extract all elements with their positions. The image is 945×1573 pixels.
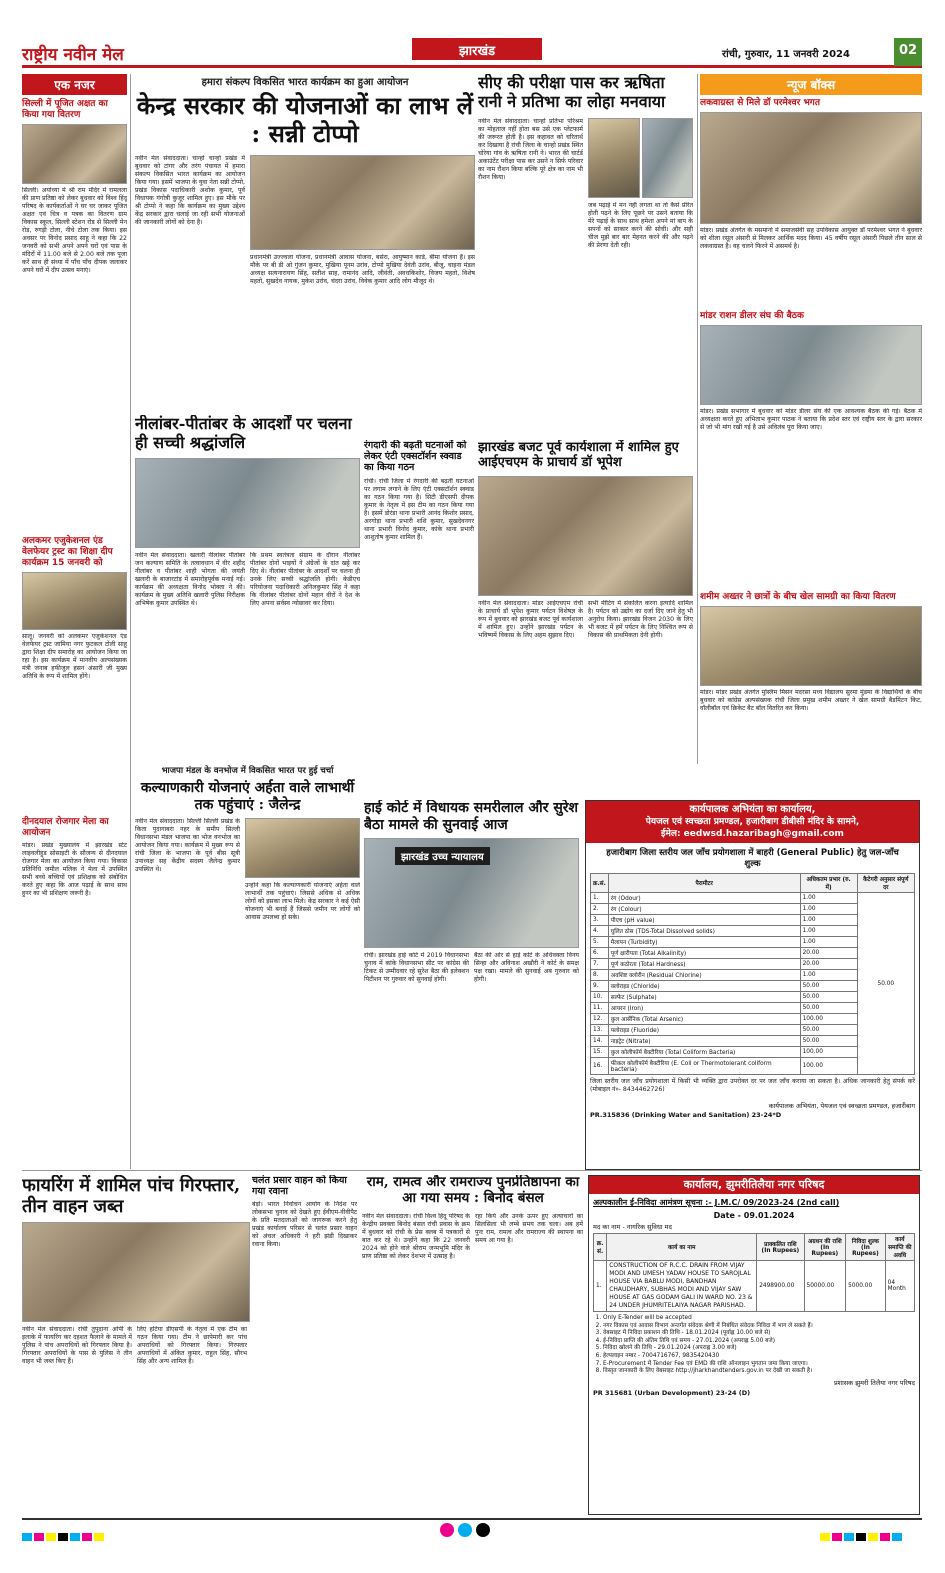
notice2-row-emd: 50000.00 — [804, 1261, 846, 1312]
list-item: 7. E-Procurement में Tender Fee एवं EMD की राशि ऑनलाइन भुगतान जमा किया जाएगा। — [603, 1361, 915, 1369]
notice2-row-sl: 1. — [594, 1261, 607, 1312]
notice1-pr-number: PR.315836 (Drinking Water and Sanitation) 23-24*D — [590, 1111, 782, 1119]
item1-photo — [22, 124, 127, 184]
notice1-cell-param: कुल कोलीफॉर्म बैक्टीरिया (Total Coliform Bacteria) — [608, 1047, 800, 1058]
notice1-cell-sl: 11. — [591, 1003, 609, 1014]
notice1-cell-param: अवशिष्ट क्लोरीन (Residual Chlorine) — [608, 970, 800, 981]
notice2-row-work: CONSTRUCTION OF R.C.C. DRAIN FROM VIJAY MODI AND UMESH YADAV HOUSE TO SAROJLAL HOUSE VIA BABLU MODI, BANDHAN CHAUDHARY, SUBHAS MODI AND VIJAY SAW HOUSE AT GAS GODAM GALI IN WARD NO. 23 & 24 UNDER JHUMRITELAIYA NAGAR PARISHAD. — [607, 1261, 757, 1312]
notice1-cell-sl: 9. — [591, 981, 609, 992]
notice1-cell-fee: 100.00 — [800, 1047, 857, 1058]
story10-body2: रहा किये और उनके ऊपर हुए अत्याचारों का सिलसिला भी लम्बे समय तक चला। अब हमें पुनः राम, रामत्व और रामराज्य की स्थापना का समय आ गया है। — [475, 1212, 583, 1244]
notice2-signatory: प्रशासक झुमरी तिलैया नगर परिषद — [833, 1378, 915, 1387]
notice1-cell-sl: 8. — [591, 970, 609, 981]
notice2-intro: मद का नाम - नागरिक सुविधा मद — [593, 1223, 672, 1231]
list-item: 1. Only E-Tender will be accepted — [603, 1315, 915, 1323]
table-row — [594, 1261, 915, 1312]
court-sign: झारखंड उच्च न्यायालय — [395, 847, 490, 865]
notice1-cell-sl: 1. — [591, 893, 609, 904]
list-item: 6. हेल्पलाइन नम्बर - 7004716767, 9835420430 — [603, 1353, 915, 1361]
story6-kicker: भाजपा मंडल के वनभोज में विकसित भारत पर हुई चर्चा — [161, 766, 334, 776]
notice1-cell-fee: 50.00 — [800, 1036, 857, 1047]
story8-headline: फायरिंग में शामिल पांच गिरफ्तार, तीन वाहन जब्त — [22, 1175, 241, 1218]
notice1-cell-fee: 50.00 — [800, 1003, 857, 1014]
notice1-cell-param: मैलापन (Turbidity) — [608, 937, 800, 948]
print-color-bar-right — [820, 1526, 904, 1534]
story-high-court — [364, 800, 579, 1165]
story6-body: नवीन मेल संवाददाता। सिल्ली सिल्ली प्रखंड के किता पुदागाबरा नहर के समीप सिल्ली विधानसभा मंडल भाजपा का भोज वनभोज का आयोजन किया गया। कार्यक्रम में मुख्य रूप से रांची जिला के भाजपा के पूर्व बीस सूत्री उपाध्यक्ष सह केंद्रीय सदस्य जैलेन्द्र कुमार उपस्थित थे। — [135, 818, 240, 874]
newspaper-brand: राष्ट्रीय नवीन मेल — [22, 45, 124, 65]
story1-body: नवीन मेल संवाददाता। चान्हो चान्हो प्रखंड में बुधवार को टांगर और तरंग पंचायत में हमारा संकल्प विकसित भारत कार्यक्रम का आयोजन किया गया। इसमें भाजपा के युवा नेता सन्नी टोप्पो, प्रखंड विकास पदाधिकारी अशोक कुमार, पूर्व विधायक गंगोत्री कुजूर शामिल हुए। इस मौके पर श्री टोप्पो ने कहा कि कार्यक्रम का मुख्य उद्देश्य केंद्र सरकार द्वारा चलाई जा रही सभी योजनाओं की जानकारी लोगों को देना है। — [135, 154, 245, 226]
column-divider — [130, 74, 131, 1169]
newsbox-item3-body: मांडर। मांडर प्रखंड अंतर्गत मुस्लिम मिसन मदरसा मध्य विद्यालय सुरमा मुंडमा के विद्यार्थियों के बीच बुधवार को कांग्रेस अल्पसंख्यक रांची जिला प्रमुख शमीम अख्तर ने खेल सामग्री बैडमिंटन किट, वॉलीबॉल एवं क्रिकेट बैट बॉल वितरित कर किया। — [700, 689, 922, 712]
section-label: झारखंड — [412, 38, 542, 60]
notice1-cell-sl: 2. — [591, 904, 609, 915]
notice1-cell-fee: 50.00 — [800, 992, 857, 1003]
notice1-cell-param: फ्लोराइड (Fluoride) — [608, 1025, 800, 1036]
row-divider — [22, 1518, 922, 1520]
item1-body: सिल्ली। अयोध्या में श्री राम मंदिर में रामलला की प्राण प्रतिष्ठा को लेकर बुधवार को विश्व हिंदू परिषद के कार्यकर्ताओं ने घर घर जाकर पूजित अक्षत एवं चित्र व पत्रक का वितरण ग्राम विकास स्कूल, सिल्ली स्टेशन रोड से सिल्ली मेन रोड, रुगड़ी टोला, नीचे टोला तक किया। इस अवसर पर विनोद प्रसाद साहू ने कहा कि 22 जनवरी को सभी अपने अपने घरों एवं पास के मंदिरों में 11.00 बजे से 2.00 बजे तक पूजा करें साथ ही संध्या में पाँच पाँच दीपक जलाकर अपने घरों में दीप उत्सव मनाएं। — [22, 187, 127, 274]
newsbox-item2-body: मांडर। प्रखंड सभागार में बुधवार को मांडर डीलर संघ की एक आवश्यक बैठक की गई। बैठक में अध्यक्षता करते हुए अभिताभ कुमार पाठक ने बताया कि प्रदेश स्तर एवं राष्ट्रीय स्तर के द्वारा सरकार से जो भी मांग रखी गई है उसे अविलंब पूरा किया जाए। — [700, 408, 922, 431]
story-rishita-rani — [478, 74, 693, 434]
list-item: 8. विस्तृत जानकारी के लिए वेबसाइट http://jharkhandtenders.gov.in पर देखी जा सकती है। — [603, 1368, 915, 1376]
story4-headline: रंगदारी की बढ़ती घटनाओं को लेकर एंटी एक्सटॉर्शन स्क्वाड का किया गठन — [364, 440, 467, 474]
item3-body: मांडर। प्रखंड मुख्यालय में झारखंड स्टेट लाइवलीहुड सोसाइटी के सौजन्य से दीनदयाल रोजगार मेला का आयोजन किया गया। विकास प्रतिनिधि जमील मलिक ने मेला में उपस्थित सभी बच्चे बच्चियों एवं प्रशिक्षक को संबोधित करते हुए कहा कि आज पढ़ाई के साथ साथ हुनर का भी प्रशिक्षण जरूरी है। — [22, 842, 127, 897]
newsbox-item1-title: लकवाग्रस्त से मिले डॉ परमेश्वर भगत — [700, 98, 820, 108]
notice2-subheader: अल्पकालीन ई-निविदा आमंत्रण सूचना :- J.M.C/ 09/2023-24 (2nd call) — [593, 1198, 840, 1207]
notice2-terms-list — [589, 1312, 919, 1376]
story3-headline: नीलांबर-पीतांबर के आदर्शों पर चलना ही सच्ची श्रद्धांजलि — [135, 415, 352, 452]
notice2-col-cost: प्राक्कलित राशि (In Rupees) — [757, 1234, 804, 1261]
notice1-cell-sl: 12. — [591, 1014, 609, 1025]
list-item: 3. वेबसाइट में निविदा प्रकाशन की तिथि - 18.01.2024 (पूर्वाह्न 10.00 बजे से) — [603, 1330, 915, 1338]
story9-body: बेड़ो। भारत निर्वाचन आयोग के निर्देश पर लोकसभा चुनाव को देखते हुए ईवीएम-वीवीपैट के प्रति मतदाताओं को जागरूक करने हेतु प्रखंड कार्यालय परिसर से चलंत प्रसार वाहन को अंचल अधिकारी ने हरी झंडी दिखाकर रवाना किया। — [252, 1201, 357, 1249]
notice1-cell-param: रंग (Odour) — [608, 893, 800, 904]
notice1-footer: जिला स्तरीय जल जाँच प्रयोगशाला में किसी भी व्यक्ति द्वारा उपरोक्त दर पर जल जाँच कराया जा सकता है। अधिक जानकारी हेतु संपर्क करें (मोबाइल नं०- 8434462726) — [590, 1078, 915, 1093]
notice1-header — [586, 801, 919, 843]
notice1-cell-param: पूर्ण कठोरता (Total Hardness) — [608, 959, 800, 970]
story2-body2: जब पढ़ाई में मन नहीं लगता था तो कैसे प्रेरित होती पढ़ने के लिए पूछने पर उसने बताया कि मेरे पढ़ाई के साथ साथ हमेशा अपने मां बाप के सपनों को साकार करने की सोची। और सही चीज मुझे बार बार मेहनत करने की और पढ़ने की प्रेरणा देती रही। — [588, 201, 693, 249]
story2-photo-left — [588, 118, 640, 198]
newsbox-item1-photo — [700, 112, 922, 224]
list-item: 2. नगर विकास एवं आवास विभाग अन्तर्गत संवेदक श्रेणी में निबंधित संवेदक निविदा में भाग ले सकते हैं। — [603, 1323, 915, 1331]
notice1-cell-param: आयरन (Iron) — [608, 1003, 800, 1014]
notice1-cell-fee: 1.00 — [800, 926, 857, 937]
notice2-pr-number: PR 315681 (Urban Development) 23-24 (D) — [593, 1388, 751, 1397]
edition-date: रांची, गुरुवार, 11 जनवरी 2024 — [722, 49, 850, 60]
notice2-col-sl: क्र. सं. — [594, 1234, 607, 1261]
registration-mark — [458, 1523, 472, 1537]
page-number-badge: 02 — [894, 38, 922, 66]
notice1-cell-param: कुल आर्सेनिक (Total Arsenic) — [608, 1014, 800, 1025]
notice1-cell-sl: 10. — [591, 992, 609, 1003]
story4-body: रांची। रांची जिला में रंगदारी की बढ़ती घटनाओं पर लगाम लगाने के लिए एंटी एक्सटॉर्शन स्क्वाड का गठन किया गया है। सिटी डीएसपी दीपक कुमार के नेतृत्व में इस टीम का गठन किया गया है। इसमें डोरंडा थाना प्रभारी आनंद किशोर प्रसाद, अरगोड़ा थाना प्रभारी शशि कुमार, सुखदेवनगर थाना प्रभारी विनोद कुमार, कांके थाना प्रभारी आशुतोष कुमार शामिल हैं। — [364, 477, 474, 541]
notice1-cell-sl: 7. — [591, 959, 609, 970]
story9-headline: चलंत प्रसार वाहन को किया गया रवाना — [252, 1175, 347, 1198]
notice1-cell-fee: 20.00 — [800, 948, 857, 959]
story8-body2: लिए हटिया डीएसपी के नेतृत्व में एक टीम का गठन किया गया। टीम ने छापेमारी कर पांच अपराधियों को गिरफ्तार किया। गिरफ्तार अपराधियों में अंकित कुमार, राहुल सिंह, सौरभ सिंह और अन्य शामिल हैं। — [137, 1326, 247, 1366]
story6-photo — [245, 818, 360, 878]
newsbox-item2-title: मांडर राशन डीलर संघ की बैठक — [700, 311, 804, 321]
story-mobile-van — [252, 1175, 357, 1515]
story7-body: रांची। झारखंड हाई कोर्ट में 2019 विधानसभा चुनाव में कांके विधानसभा सीट पर कांग्रेस की टिकट से उम्मीदवार रहे सुरेश बैठा की इलेक्शन पिटीशन पर गुरुवार को सुनवाई होगी। — [364, 952, 469, 984]
notice1-cell-param: पूर्ण क्षारीयता (Total Alkalinity) — [608, 948, 800, 959]
notice1-cell-fee: 1.00 — [800, 970, 857, 981]
story5-body: नवीन मेल संवाददाता। मांडर आईएचएम रांची के प्राचार्य डॉ भूपेश कुमार पर्यटन विशेषज्ञ के रूप में बुधवार को झारखंड बजट पूर्व कार्यशाला में शामिल हुए। उन्होंने झारखंड पर्यटन के भविष्यमें विकास के लिए अहम सुझाव दिए। — [478, 599, 583, 639]
notice1-cell-param: फीकल कोलीफॉर्म बैक्टीरिया (E. Coli or Thermotolerant coliform bacteria) — [608, 1058, 800, 1075]
notice1-cell-param: नाइट्रेट (Nitrate) — [608, 1036, 800, 1047]
news-box-column — [700, 74, 922, 754]
story1-photo — [250, 155, 475, 250]
row-divider — [22, 1170, 922, 1171]
story-budget-workshop — [478, 440, 693, 760]
story-sunny-toppo — [135, 74, 475, 409]
list-item: 5. निविदा खोलने की तिथि - 29.01.2024 (अपराह्न 3.00 बजे) — [603, 1345, 915, 1353]
notice1-cell-sl: 6. — [591, 948, 609, 959]
notice1-cell-sl: 3. — [591, 915, 609, 926]
story-firing-arrest — [22, 1175, 250, 1515]
notice1-cell-fee: 1.00 — [800, 937, 857, 948]
story8-photo — [22, 1222, 250, 1322]
news-box-label: न्यूज बॉक्स — [700, 74, 922, 95]
notice1-cell-fee: 1.00 — [800, 893, 857, 904]
print-color-bar-left — [22, 1526, 106, 1534]
item3-title: दीनदयाल रोजगार मेला का आयोजन — [22, 817, 109, 838]
notice2-row-time: 04 Month — [885, 1261, 914, 1312]
notice1-cell-sl: 13. — [591, 1025, 609, 1036]
notice1-cell-sl: 16. — [591, 1058, 609, 1075]
notice1-cell-param: रंग (Colour) — [608, 904, 800, 915]
notice1-cell-sl: 14. — [591, 1036, 609, 1047]
story-anti-extortion-squad — [364, 440, 474, 760]
notice1-cell-param: सल्फेट (Sulphate) — [608, 992, 800, 1003]
notice1-cell-fee: 1.00 — [800, 915, 857, 926]
notice1-cell-param: पीएच (pH value) — [608, 915, 800, 926]
story-binod-bansal — [362, 1175, 584, 1515]
notice2-col-emd: अग्रधन की राशि (In Rupees) — [804, 1234, 846, 1261]
notice1-cell-param: घुलित ठोस (TDS-Total Dissolved solids) — [608, 926, 800, 937]
notice1-cell-param: क्लोराइड (Chloride) — [608, 981, 800, 992]
story3-photo — [135, 458, 360, 548]
story2-body: नवीन मेल संवाददाता। चान्हो प्रतिभा परिश्रम का मोहताज नहीं होता बस उसे एक प्लेटफार्म की जरूरत होती है। इस कहावत को चरितार्थ कर दिखाया है रांची जिला के चान्हो प्रखंड स्थित चोरेया गांव के ऋषिता रानी ने। भारत की चार्टर्ड अकाउंटेंट परीक्षा पास कर उसने न सिर्फ परिवार का नाम रौशन किया बल्कि पूरे क्षेत्र का नाम भी रौशन किया। — [478, 117, 583, 181]
notice2-date: Date - 09.01.2024 — [713, 1211, 795, 1220]
column-divider — [697, 74, 698, 764]
story10-headline: राम, रामत्व और रामराज्य पुनर्प्रतिष्ठापना का आ गया समय : बिनोद बंसल — [366, 1175, 580, 1206]
list-item: 4. ई-निविदा प्राप्ति की अंतिम तिथि एवं समय - 27.01.2024 (अपराह्न 5.00 बजे) — [603, 1338, 915, 1346]
notice1-col-total: कैटेगरी अनुसार संपूर्ण दर — [857, 874, 914, 893]
notice1-header-line2: पेयजल एवं स्वच्छता प्रमण्डल, हजारीबाग डीबीसी मंदिर के सामने, — [645, 817, 860, 827]
item2-photo — [22, 572, 127, 630]
newsbox-item2-photo — [700, 325, 922, 405]
story1-kicker: हमारा संकल्प विकसित भारत कार्यक्रम का हुआ आयोजन — [201, 77, 409, 88]
notice2-row-fee: 5000.00 — [846, 1261, 886, 1312]
story-jailendra — [135, 765, 360, 1165]
item2-title: अलकमर एजुकेशनल एंड वेलफेयर ट्रस्ट का शिक्षा दीप कार्यक्रम 15 जनवरी को — [22, 536, 113, 568]
newsbox-item3-title: शमीम अख्तर ने छात्रों के बीच खेल सामग्री का किया वितरण — [700, 592, 896, 602]
notice2-header: कार्यालय, झुमरीतिलैया नगर परिषद — [589, 1176, 919, 1194]
notice1-cell-fee: 1.00 — [800, 904, 857, 915]
notice2-col-time: कार्य समाप्ति की अवधि — [885, 1234, 914, 1261]
story2-headline: सीए की परीक्षा पास कर ऋषिता रानी ने प्रतिभा का लोहा मनवाया — [478, 74, 666, 111]
notice2-row-cost: 2498900.00 — [757, 1261, 804, 1312]
notice1-header-line1: कार्यपालक अभियंता का कार्यालय, — [689, 804, 816, 815]
notice2-col-work: कार्य का नाम — [607, 1234, 757, 1261]
story3-body: नवीन मेल संवाददाता। खलारी नीलांबर पीतांबर जन कल्याण समिति के तत्वावधान में वीर शहीद नीलांबर व पीतांबर शाही भोगता की जयंती खलारी के बाजारटांड़ में समारोहपूर्वक मनाई गई। कार्यक्रम की अध्यक्षता विनोद भोक्ता ने की। कार्यक्रम के मुख्य अतिथि खलारी पुलिस निरीक्षक अभिषेक कुमार उपस्थित थे। — [135, 551, 245, 607]
notice1-cell-fee: 100.00 — [800, 1058, 857, 1075]
ek-nazar-column — [22, 74, 127, 1029]
notice1-cell-sl: 4. — [591, 926, 609, 937]
notice1-cell-fee: 50.00 — [800, 1025, 857, 1036]
notice1-cell-fee: 100.00 — [800, 1014, 857, 1025]
registration-mark — [476, 1523, 490, 1537]
story6-headline: कल्याणकारी योजनाएं अर्हता वाले लाभार्थी तक पहुंचाएं : जैलेन्द्र — [140, 780, 355, 813]
notice1-col-fee: अधिकतम प्रभार (रु. में) — [800, 874, 857, 893]
notice1-cell-fee: 20.00 — [800, 959, 857, 970]
story7-photo — [364, 838, 579, 948]
notice1-fee-table — [590, 873, 915, 1075]
notice1-cell-fee: 50.00 — [800, 981, 857, 992]
story5-headline: झारखंड बजट पूर्व कार्यशाला में शामिल हुए आईएचएम के प्राचार्य डॉ भूपेश — [478, 440, 679, 471]
notice2-tender-table — [593, 1233, 915, 1312]
notice1-cell-sl: 15. — [591, 1047, 609, 1058]
notice1-header-line3: ईमेल: eedwsd.hazaribagh@gmail.com — [661, 829, 844, 839]
story3-body2: कि प्रथम स्वतंत्रता संग्राम के दौरान नीलांबर पीतांबर दोनों भाइयों ने अंग्रेजों के दांत खट्टे कर दिए थे। नीलांबर पीतांबर के आदर्शों पर चलना ही उनके लिए सच्ची श्रद्धांजलि होगी। केडीएच परियोजना पदाधिकारी अनिलकुमार सिंह ने कहा कि नीलांबर पीतांबर दोनों महान वीरों ने देश के लिए अपना सर्वस्व न्योछावर कर दिया। — [250, 551, 360, 607]
story1-body2: प्रधानमंत्री उज्ज्वला योजना, प्रधानमंत्री आवास योजना, बसेरा, आयुष्मान कार्ड, बीमा योजना हैं। इस मौके पर बी डी ओ गुंजन कुमार, मुखिया पूनम उरांव, टोप्पो मुखिया देवंती उरांव, बीजू, चाइना मंडल अध्यक्ष सत्यनारायण सिंह, सतीश साह, रामानंद आदि, जीवंती, अवधकिशोर, विजय महतो, विशेष महतो, सुखदेव नायक, मुकेश उरांव, चंदरा उरांव, विवेक कुमार आदि लोग मौजूद थे। — [250, 253, 475, 285]
ek-nazar-label: एक नजर — [22, 74, 127, 95]
story8-body: नवीन मेल संवाददाता। रांची तुपुदाना ओपी के इलाके में फायरिंग कर दहशत फैलाने के मामले में पुलिस ने पांच अपराधियों को गिरफ्तार किया है। गिरफ्तार अपराधियों के पास से पुलिस ने तीन वाहन भी जब्त किए हैं। — [22, 1326, 132, 1366]
story5-photo — [478, 476, 693, 596]
story1-headline: केन्द्र सरकार की योजनाओं का लाभ लें : सन्नी टोप्पो — [136, 91, 474, 149]
story2-photo-right — [642, 118, 693, 198]
notice1-col-sl: क्र.सं. — [591, 874, 609, 893]
registration-mark — [440, 1523, 454, 1537]
item1-title: सिल्ली में पूजित अक्षत का किया गया वितरण — [22, 99, 108, 120]
notice2-col-fee: निविदा शुल्क (In Rupees) — [846, 1234, 886, 1261]
story10-body: नवीन मेल संवाददाता। रांची विश्व हिंदू परिषद के केन्द्रीय प्रवक्ता बिनोद बंसल रांची प्रवास के क्रम में बुधवार को रांची के प्रेस क्लब में पत्रकारों से बात कर रहे थे। उन्होंने कहा कि 22 जनवरी 2024 को होने वाले श्रीराम जन्मभूमि मंदिर के प्राण प्रतिष्ठा को लेकर देशभर में उत्साह है। — [362, 1212, 470, 1260]
item2-body: सालू। जनवरी को अलकमर एजुकेशनल एंड वेलफेयर ट्रस्ट जामिया नगर फुटकल टोली साहू द्वारा शिक्षा दीप समारोह का आयोजन किया जा रहा है। इस कार्यक्रम में मानवीय अल्पसंख्यक मंत्री जनाब हफीजुल हसन अंसारी जी मुख्य अतिथि के रूप में शामिल होंगे। — [22, 633, 127, 680]
newsbox-item1-body: मांडर। प्रखंड अंतर्गत के मसमानो में समाजसेवी सह उपविकास आयुक्त डॉ परमेश्वर भगत ने बुधवार को शीला रसूल अंसारी से मिलकर आर्थिक मदद किया। 45 वर्षीय रसूल अंसारी पिछले तीन साल से लकवाग्रस्त है। वह चलने फिरने में असमर्थ है। — [700, 227, 922, 250]
notice1-cell-sl: 5. — [591, 937, 609, 948]
notice1-group-total: 50.00 — [857, 893, 914, 1075]
notice1-col-param: पैरामीटर — [608, 874, 800, 893]
masthead — [22, 38, 922, 68]
story7-headline: हाई कोर्ट में विधायक समरीलाल और सुरेश बैठा मामले की सुनवाई आज — [364, 800, 579, 833]
newsbox-item3-photo — [700, 606, 922, 686]
notice-jhumritelaiya-tender — [588, 1175, 920, 1515]
notice1-signatory: कार्यपालक अभियंता, पेयजल एवं स्वच्छता प्रमण्डल, हजारीबाग — [768, 1102, 915, 1110]
story-nilamber-pitamber — [135, 415, 360, 760]
notice1-title: हजारीबाग जिला स्तरीय जल जाँच प्रयोगशाला में बाहरी (General Public) हेतु जल-जाँच शुल्क — [606, 848, 899, 869]
table-row — [591, 893, 915, 904]
notice-water-testing — [585, 800, 920, 1170]
story6-body2: उन्होंने कहा कि कल्याणकारी योजनाएं अर्हता वाले लाभार्थी तक पहुंचाएं। जिससे अधिक से अधिक लोगों को इसका लाभ मिले। केंद्र सरकार ने कई ऐसी योजनाएं भी बनाई हैं जिससे जमीन पर लोगों को आवास उपलब्ध हो सके। — [245, 882, 360, 922]
story7-body2: बैठा की ओर से हाई कोर्ट के अधिवक्ता विनय सिन्हा और अविनाश अखौरी ने कोर्ट के समक्ष पक्ष रखा। मामले की सुनवाई अब गुरुवार को होगी। — [474, 952, 579, 984]
story5-body2: सभी मीटिंग में संकलित करना इत्यादि शामिल है। पर्यटन को उद्योग का दर्जा दिए जाने हेतु भी अनुरोध किया। झारखंड विजन 2030 के लिए भी बजट में हमें पर्यटन के लिए निश्चित रूप से विकास की प्राथमिकता देनी होगी। — [588, 599, 693, 639]
